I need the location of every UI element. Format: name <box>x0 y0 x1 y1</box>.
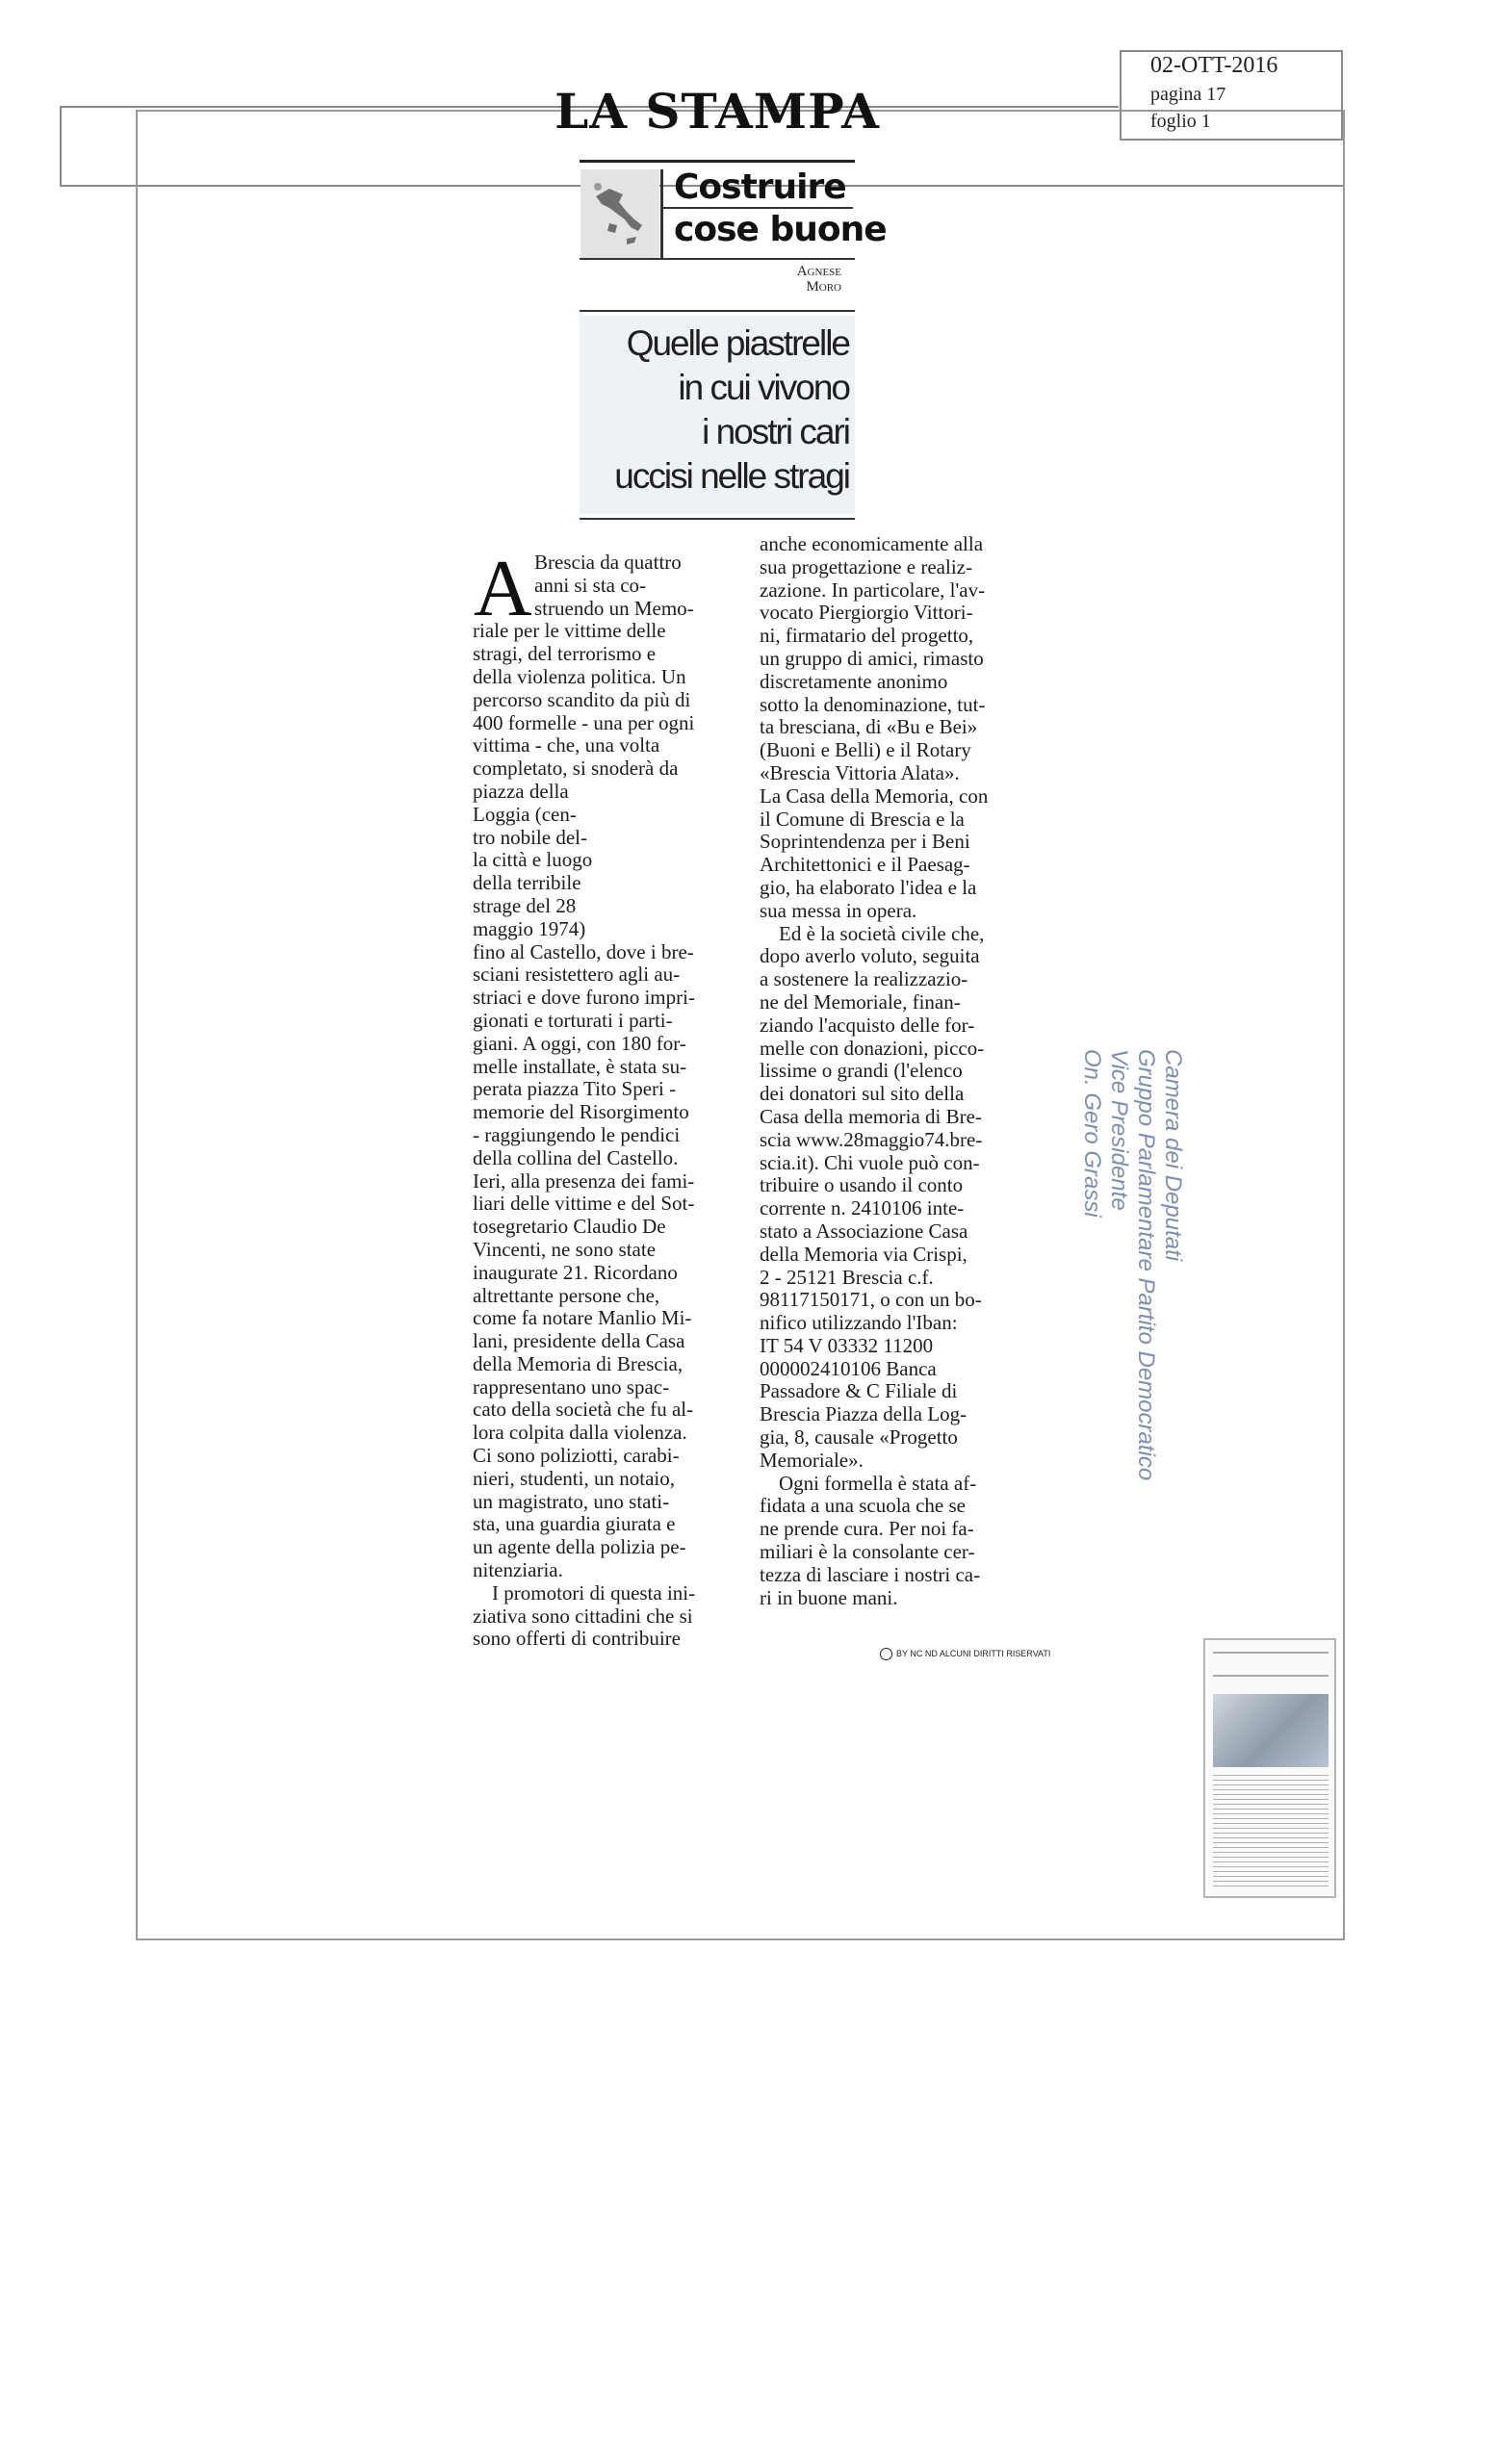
article-text-line: sta, una guardia giurata e <box>473 1512 676 1536</box>
article-text-line: completato, si snoderà da <box>473 757 679 781</box>
article-text-line: vocato Piergiorgio Vittori- <box>760 601 973 625</box>
article-text-line: - raggiungendo le pendici <box>473 1122 681 1146</box>
article-text-line: della Memoria via Crispi, <box>760 1242 967 1266</box>
article-text-line: nitenziaria. <box>473 1558 563 1582</box>
article-text-line: nieri, studenti, un notaio, <box>473 1466 675 1490</box>
article-text-line: altrettante persone che, <box>473 1283 660 1307</box>
headline-line: Quelle piastrelle <box>626 323 849 363</box>
article-text-line: sotto la denominazione, tut- <box>760 692 986 716</box>
thumbnail-title-band <box>1213 1652 1328 1677</box>
article-text-line: dopo averlo voluto, seguita <box>760 944 980 968</box>
article-text-line: gionati e torturati i parti- <box>473 1008 673 1032</box>
article-text-line: memorie del Risorgimento <box>473 1100 689 1124</box>
article-text-line: cato della società che fu al- <box>473 1398 694 1422</box>
article-text-line: piazza della <box>473 779 569 803</box>
article-text-line: Memoriale». <box>760 1448 864 1472</box>
article-text-line: «Brescia Vittoria Alata». <box>760 760 960 784</box>
stamp-line: Camera dei Deputati <box>1160 1049 1186 1262</box>
article-text-line: come fa notare Manlio Mi- <box>473 1306 692 1330</box>
article-text-line: della violenza politica. Un <box>473 664 686 688</box>
article-text-line: tribuire o usando il conto <box>760 1173 964 1197</box>
article-column-1 <box>473 544 752 1651</box>
creative-commons-icon <box>880 1648 892 1660</box>
clipping-page: pagina 17 <box>1150 84 1226 105</box>
headline-line: i nostri cari <box>702 412 849 451</box>
italy-map-logo <box>580 169 659 258</box>
article-text-line: ni, firmatario del progetto, <box>760 624 974 648</box>
article-text-line: anni si sta co- <box>534 573 647 597</box>
stamp-line: Vice Presidente <box>1106 1049 1132 1211</box>
thumbnail-photo <box>1213 1694 1328 1767</box>
headline-line: in cui vivono <box>678 368 849 407</box>
stamp-line: On. Gero Grassi <box>1079 1049 1105 1218</box>
article-text-line: nifico utilizzando l'Iban: <box>760 1311 958 1335</box>
article-text-line: zazione. In particolare, l'av- <box>760 578 986 602</box>
rubric-top-rule <box>580 160 855 163</box>
article-text-line: Ed è la società civile che, <box>779 921 985 945</box>
article-text-line: scia www.28maggio74.bre- <box>760 1127 983 1151</box>
byline-last-name: Moro <box>806 279 841 295</box>
article-text-line: 400 formelle - una per ogni <box>473 710 695 734</box>
article-text-line: sua messa in opera. <box>760 898 917 922</box>
article-text-line: La Casa della Memoria, con <box>760 783 989 808</box>
page-thumbnail <box>1203 1638 1336 1898</box>
article-text-line: riale per le vittime delle <box>473 619 666 643</box>
article-text-line: tezza di lasciare i nostri ca- <box>760 1562 981 1586</box>
article-text-line: 2 - 25121 Brescia c.f. <box>760 1265 934 1289</box>
article-text-line: vittima - che, una volta <box>473 733 660 757</box>
article-text-line: discretamente anonimo <box>760 669 948 693</box>
article-text-line: Ci sono poliziotti, carabi- <box>473 1444 680 1468</box>
article-text-line: tosegretario Claudio De <box>473 1215 666 1239</box>
article-text-line: inaugurate 21. Ricordano <box>473 1260 678 1284</box>
article-text-line: percorso scandito da più di <box>473 687 691 711</box>
article-text-line: Loggia (cen- <box>473 802 577 826</box>
article-text-line: un agente della polizia pe- <box>473 1535 686 1559</box>
clipping-folio: foglio 1 <box>1150 111 1211 132</box>
article-text-line: ziativa sono cittadini che si <box>473 1604 693 1628</box>
article-text-line: perata piazza Tito Speri - <box>473 1077 677 1101</box>
article-text-line: Vincenti, ne sono state <box>473 1237 657 1261</box>
article-text-line: struendo un Memo- <box>534 596 694 620</box>
article-text-line: Ogni formella è stata af- <box>779 1471 977 1495</box>
article-text-line: miliari è la consolante cer- <box>760 1540 975 1564</box>
article-text-line: a sostenere la realizzazio- <box>760 967 968 991</box>
article-text-line: sciani resistettero agli au- <box>473 962 681 987</box>
headline-bottom-rule <box>580 518 855 520</box>
article-text-line: maggio 1974) <box>473 916 586 940</box>
article-text-line: dei donatori sul sito della <box>760 1082 965 1106</box>
article-text-line: (Buoni e Belli) e il Rotary <box>760 738 971 762</box>
article-text-line: sono offerti di contribuire <box>473 1627 681 1651</box>
article-text-line: liari delle vittime e del Sot- <box>473 1192 695 1216</box>
article-text-line: melle installate, è stata su- <box>473 1054 687 1078</box>
article-text-line: scia.it). Chi vuole può con- <box>760 1150 980 1174</box>
article-text-line: della Memoria di Brescia, <box>473 1351 684 1375</box>
article-text-line: ta bresciana, di «Bu e Bei» <box>760 715 978 739</box>
article-text-line: lissime o grandi (l'elenco <box>760 1059 963 1083</box>
rubric-title-line2: cose buone <box>674 210 887 249</box>
article-text-line: la città e luogo <box>473 848 593 872</box>
byline-rule <box>580 310 855 312</box>
article-text-line: lani, presidente della Casa <box>473 1329 685 1353</box>
stamp-line: Gruppo Parlamentare Partito Democratico <box>1133 1049 1159 1481</box>
article-text-line: ziando l'acquisto delle for- <box>760 1013 975 1037</box>
article-text-line: rappresentano uno spac- <box>473 1374 670 1399</box>
article-text-line: ne del Memoriale, finan- <box>760 989 961 1014</box>
license-credit-text: BY NC ND ALCUNI DIRITTI RISERVATI <box>896 1648 1051 1658</box>
byline-first-name: Agnese <box>796 264 841 279</box>
license-credit <box>880 1648 1050 1660</box>
article-text-line: gia, 8, causale «Progetto <box>760 1425 958 1450</box>
article-text-line: striaci e dove furono impri- <box>473 986 695 1010</box>
drop-cap: A <box>474 544 532 633</box>
article-text-line: strage del 28 <box>473 893 577 917</box>
article-text-line: Architettonici e il Paesag- <box>760 853 970 877</box>
article-text-line: gio, ha elaborato l'idea e la <box>760 875 977 899</box>
article-text-line: Casa della memoria di Bre- <box>760 1104 982 1128</box>
newspaper-masthead: LA STAMPA <box>555 83 880 140</box>
rubric-title-line1: Costruire <box>674 167 846 207</box>
article-text-line: lora colpita dalla violenza. <box>473 1421 687 1445</box>
article-text-line: stragi, del terrorismo e <box>473 642 657 666</box>
article-text-line: Soprintendenza per i Beni <box>760 830 970 854</box>
article-text-line: I promotori di questa ini- <box>492 1580 696 1604</box>
italy-map-icon <box>580 169 659 258</box>
article-text-line: ri in buone mani. <box>760 1585 898 1609</box>
article-text-line: fino al Castello, dove i bre- <box>473 939 694 963</box>
article-text-line: sua progettazione e realiz- <box>760 554 972 578</box>
frame-left-edge <box>60 106 62 185</box>
article-text-line: il Comune di Brescia e la <box>760 807 965 831</box>
article-text-line: 98117150171, o con un bo- <box>760 1288 982 1312</box>
headline-line: uccisi nelle stragi <box>614 456 849 496</box>
article-text-line: anche economicamente alla <box>760 532 984 555</box>
rubric-bottom-rule <box>580 258 855 260</box>
rubric-separator <box>660 169 663 258</box>
article-text-line: un gruppo di amici, rimasto <box>760 646 984 670</box>
article-text-line: stato a Associazione Casa <box>760 1219 968 1243</box>
rubric-mid-rule <box>660 207 853 209</box>
clipping-date: 02-OTT-2016 <box>1150 53 1278 78</box>
article-headline <box>583 321 849 499</box>
article-text-line: 000002410106 Banca <box>760 1356 937 1380</box>
article-text-line: ne prende cura. Per noi fa- <box>760 1517 974 1541</box>
article-column-2 <box>760 533 1048 1609</box>
article-text-line: fidata a una scuola che se <box>760 1494 966 1518</box>
article-text-line: melle con donazioni, picco- <box>760 1036 985 1060</box>
article-text-line: della terribile <box>473 871 581 895</box>
article-text-line: tro nobile del- <box>473 825 587 849</box>
article-text-line: corrente n. 2410106 inte- <box>760 1196 965 1220</box>
article-text-line: Ieri, alla presenza dei fami- <box>473 1168 695 1193</box>
article-text-line: Brescia da quattro <box>534 551 682 574</box>
deputy-stamp <box>1078 1049 1186 1480</box>
article-text-line: della collina del Castello. <box>473 1145 679 1169</box>
article-text-line: Brescia Piazza della Log- <box>760 1402 967 1426</box>
article-text-line: Passadore & C Filiale di <box>760 1379 958 1403</box>
article-text-line: giani. A oggi, con 180 for- <box>473 1031 686 1055</box>
article-text-line: IT 54 V 03332 11200 <box>760 1333 934 1357</box>
thumbnail-text-lines <box>1213 1775 1328 1888</box>
article-text-line: un magistrato, uno stati- <box>473 1489 670 1513</box>
